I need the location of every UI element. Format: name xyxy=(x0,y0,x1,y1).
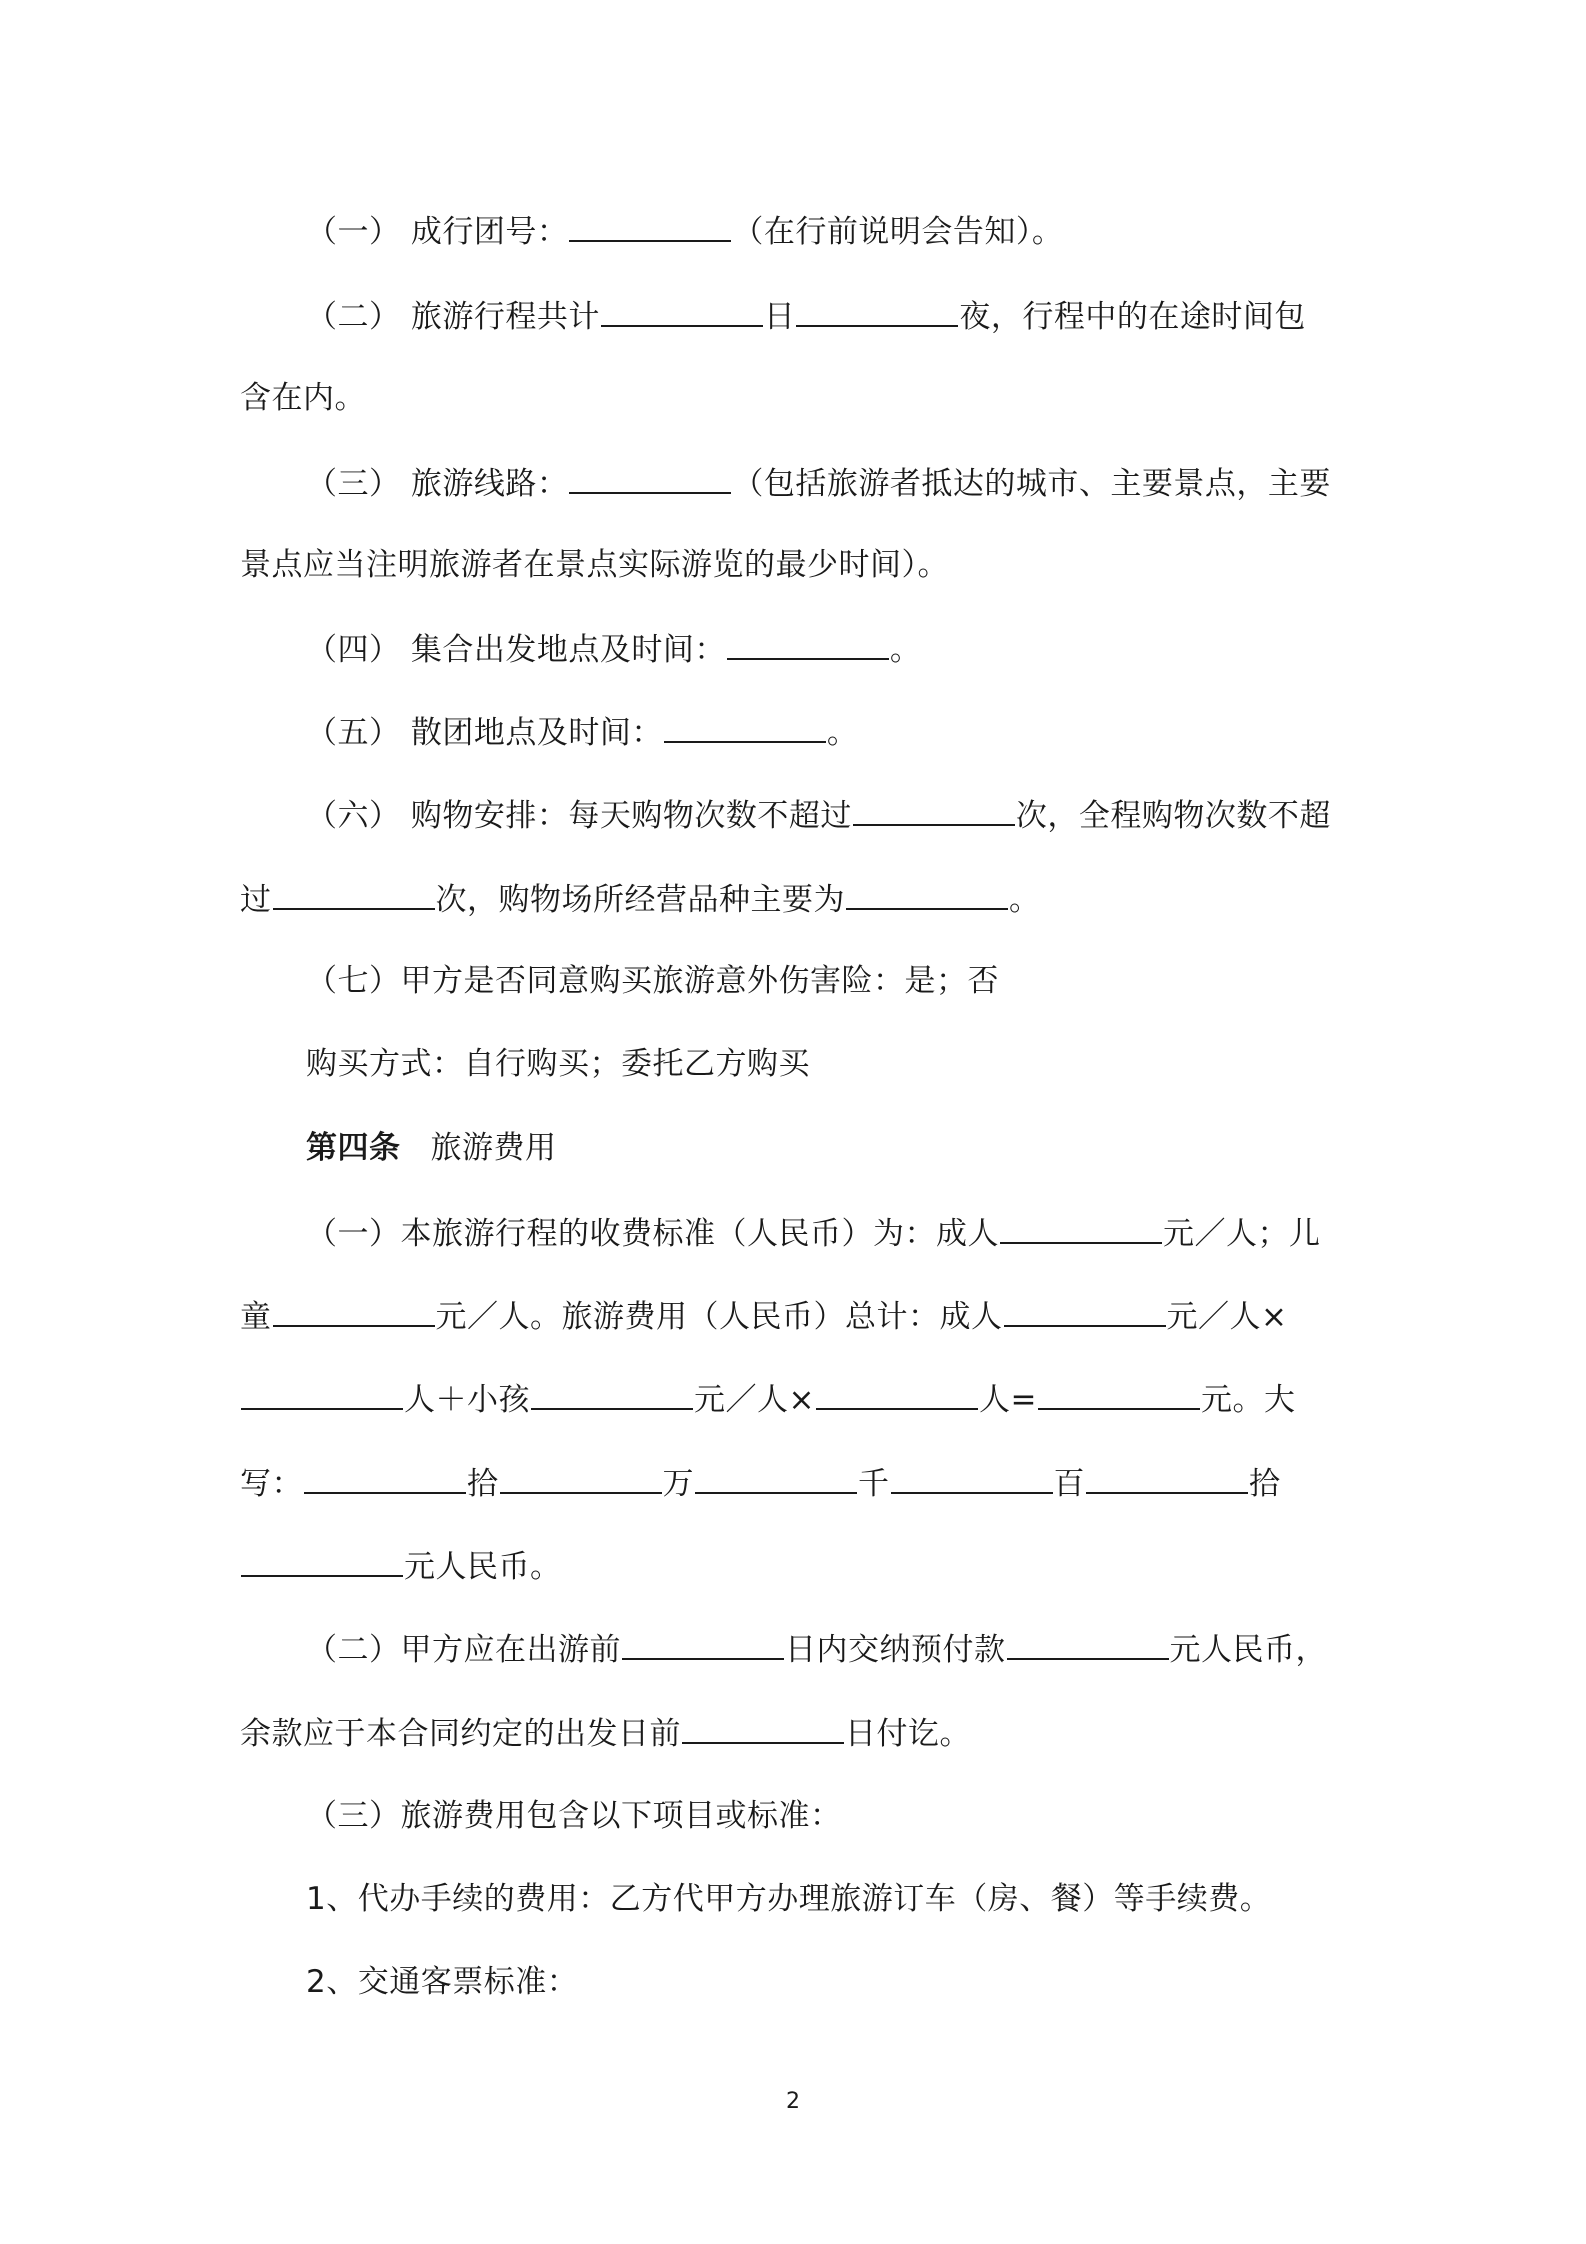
text-segment: 万 xyxy=(662,1466,694,1502)
text-segment: （二）甲方应在出游前 xyxy=(306,1632,621,1668)
text-segment: （包括旅游者抵达的城市、主要景点，主要 xyxy=(732,466,1331,502)
text-segment: 含在内。 xyxy=(240,380,366,416)
text-segment: 日内交纳预付款 xyxy=(785,1632,1006,1668)
article-title: 旅游费用 xyxy=(430,1130,557,1166)
fill-blank[interactable] xyxy=(664,711,826,743)
clause-3-continuation xyxy=(240,545,1360,585)
text-segment: 景点应当注明旅游者在景点实际游览的最少时间）。 xyxy=(240,547,949,583)
fee-clause-1-cont-3 xyxy=(240,1545,1360,1587)
fee-clause-1 xyxy=(306,1212,1426,1254)
text-segment: （六） 购物安排：每天购物次数不超过 xyxy=(306,798,852,834)
clause-3-route xyxy=(306,462,1426,504)
text-segment: 千 xyxy=(858,1466,890,1502)
page-number: 2 xyxy=(786,2089,800,2114)
fill-blank[interactable] xyxy=(853,794,1015,826)
fill-blank[interactable] xyxy=(816,1378,978,1410)
text-segment: 余款应于本合同约定的出发日前 xyxy=(240,1716,681,1752)
text-segment: 日 xyxy=(763,299,796,335)
text-segment: 元／人。旅游费用（人民币）总计：成人 xyxy=(435,1299,1003,1335)
text-segment: （七）甲方是否同意购买旅游意外伤害险：是；否 xyxy=(306,963,999,999)
text-segment: （一） 成行团号： xyxy=(306,214,569,250)
text-segment: 过 xyxy=(240,882,272,918)
text-segment: 拾 xyxy=(467,1466,499,1502)
article-number: 第四条 xyxy=(306,1130,401,1166)
clause-6-shopping xyxy=(306,794,1426,836)
text-segment: 。 xyxy=(1009,882,1041,918)
fill-blank[interactable] xyxy=(531,1378,693,1410)
text-segment: 人＋小孩 xyxy=(404,1382,530,1418)
fill-blank[interactable] xyxy=(569,210,731,242)
fill-blank[interactable] xyxy=(241,1378,403,1410)
fill-blank[interactable] xyxy=(304,1462,466,1494)
text-segment: 2、交通客票标准： xyxy=(306,1964,579,2000)
fill-blank[interactable] xyxy=(846,878,1008,910)
clause-4-departure xyxy=(306,628,1426,670)
text-segment: 元。大 xyxy=(1200,1382,1296,1418)
fill-blank[interactable] xyxy=(695,1462,857,1494)
text-segment: （五） 散团地点及时间： xyxy=(306,715,663,751)
text-segment: 。 xyxy=(889,632,922,668)
text-segment: 元／人；儿 xyxy=(1163,1216,1321,1252)
fill-blank[interactable] xyxy=(727,628,889,660)
fee-item-1 xyxy=(306,1879,1426,1919)
text-segment: （三） 旅游线路： xyxy=(306,466,569,502)
text-segment: 元人民币， xyxy=(1169,1632,1327,1668)
fee-clause-1-cont-1 xyxy=(240,1295,1360,1337)
fill-blank[interactable] xyxy=(1004,1295,1166,1327)
text-segment: 写： xyxy=(240,1466,303,1502)
fill-blank[interactable] xyxy=(891,1462,1053,1494)
text-segment: 童 xyxy=(240,1299,272,1335)
fill-blank[interactable] xyxy=(682,1712,844,1744)
text-segment: 拾 xyxy=(1249,1466,1281,1502)
fill-blank[interactable] xyxy=(241,1545,403,1577)
text-segment: 。 xyxy=(826,715,859,751)
fee-clause-1-cont-2 xyxy=(240,1378,1360,1420)
text-segment: 元／人× xyxy=(694,1382,815,1418)
clause-6-continuation xyxy=(240,878,1360,920)
fill-blank[interactable] xyxy=(273,1295,435,1327)
fill-blank[interactable] xyxy=(1086,1462,1248,1494)
fee-clause-1-amount-in-words xyxy=(240,1462,1360,1504)
fee-clause-2 xyxy=(306,1628,1426,1670)
fill-blank[interactable] xyxy=(1007,1628,1169,1660)
clause-7-insurance xyxy=(306,961,1426,1001)
clause-1-group-number xyxy=(306,210,1426,252)
text-segment: 人= xyxy=(978,1382,1037,1418)
text-segment: 日付讫。 xyxy=(845,1716,971,1752)
clause-2-continuation xyxy=(240,378,1360,418)
text-segment: 购买方式：自行购买；委托乙方购买 xyxy=(306,1046,810,1082)
fill-blank[interactable] xyxy=(796,295,958,327)
text-segment: 夜，行程中的在途时间包 xyxy=(959,299,1306,335)
text-segment: 元人民币。 xyxy=(404,1549,562,1585)
fill-blank[interactable] xyxy=(1038,1378,1200,1410)
fee-clause-3 xyxy=(306,1796,1426,1836)
text-segment: （在行前说明会告知）。 xyxy=(732,214,1064,250)
text-segment: （三）旅游费用包含以下项目或标准： xyxy=(306,1798,842,1834)
text-segment: （一）本旅游行程的收费标准（人民币）为：成人 xyxy=(306,1216,999,1252)
clause-5-dismissal xyxy=(306,711,1426,753)
fill-blank[interactable] xyxy=(273,878,435,910)
fill-blank[interactable] xyxy=(601,295,763,327)
text-segment: （四） 集合出发地点及时间： xyxy=(306,632,726,668)
fee-item-2 xyxy=(306,1962,1426,2002)
text-segment: 次，购物场所经营品种主要为 xyxy=(435,882,845,918)
text-segment: （二） 旅游行程共计 xyxy=(306,299,600,335)
text-segment: 百 xyxy=(1053,1466,1085,1502)
text-segment: 元／人× xyxy=(1166,1299,1288,1335)
clause-7-purchase-method xyxy=(306,1044,1426,1084)
clause-2-itinerary-days xyxy=(306,295,1426,337)
fill-blank[interactable] xyxy=(1000,1212,1162,1244)
fill-blank[interactable] xyxy=(500,1462,662,1494)
fee-clause-2-cont xyxy=(240,1712,1360,1754)
text-segment: 次，全程购物次数不超 xyxy=(1015,798,1331,834)
text-segment: 1、代办手续的费用：乙方代甲方办理旅游订车（房、餐）等手续费。 xyxy=(306,1881,1272,1917)
article-4-heading xyxy=(306,1128,1426,1168)
fill-blank[interactable] xyxy=(569,462,731,494)
fill-blank[interactable] xyxy=(622,1628,784,1660)
